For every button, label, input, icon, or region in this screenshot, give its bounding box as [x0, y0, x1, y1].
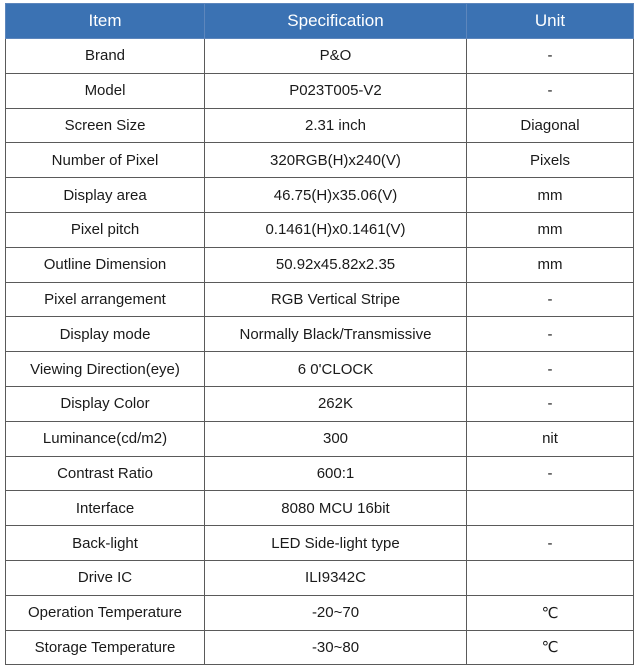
- table-row: [6, 630, 634, 665]
- cell-unit: -: [467, 39, 634, 74]
- cell-unit: Diagonal: [467, 108, 634, 143]
- cell-specification: 300: [205, 421, 467, 456]
- table-row: [6, 317, 634, 352]
- cell-unit: mm: [467, 247, 634, 282]
- cell-unit: -: [467, 352, 634, 387]
- cell-specification: 262K: [205, 386, 467, 421]
- cell-specification: 46.75(H)x35.06(V): [205, 178, 467, 213]
- table-row: [6, 143, 634, 178]
- cell-specification: Normally Black/Transmissive: [205, 317, 467, 352]
- cell-item: Luminance(cd/m2): [6, 421, 205, 456]
- cell-unit: mm: [467, 212, 634, 247]
- cell-specification: 0.1461(H)x0.1461(V): [205, 212, 467, 247]
- cell-specification: -20~70: [205, 595, 467, 630]
- table-row: [6, 560, 634, 595]
- cell-item: Screen Size: [6, 108, 205, 143]
- spec-table: [5, 3, 634, 665]
- cell-specification: P&O: [205, 39, 467, 74]
- cell-unit: [467, 491, 634, 526]
- cell-item: Display area: [6, 178, 205, 213]
- cell-specification: RGB Vertical Stripe: [205, 282, 467, 317]
- cell-unit: -: [467, 317, 634, 352]
- table-row: [6, 247, 634, 282]
- header-specification: Specification: [205, 4, 467, 39]
- table-row: [6, 212, 634, 247]
- cell-specification: 2.31 inch: [205, 108, 467, 143]
- header-unit: Unit: [467, 4, 634, 39]
- cell-specification: ILI9342C: [205, 560, 467, 595]
- cell-unit: ℃: [467, 595, 634, 630]
- table-row: [6, 595, 634, 630]
- cell-item: Viewing Direction(eye): [6, 352, 205, 387]
- cell-specification: LED Side-light type: [205, 526, 467, 561]
- cell-unit: ℃: [467, 630, 634, 665]
- cell-item: Pixel arrangement: [6, 282, 205, 317]
- cell-unit: -: [467, 386, 634, 421]
- cell-specification: 8080 MCU 16bit: [205, 491, 467, 526]
- cell-item: Number of Pixel: [6, 143, 205, 178]
- cell-unit: [467, 560, 634, 595]
- table-row: [6, 491, 634, 526]
- table-header: [6, 4, 634, 39]
- cell-unit: -: [467, 73, 634, 108]
- table-row: [6, 108, 634, 143]
- header-row: [6, 4, 634, 39]
- cell-item: Pixel pitch: [6, 212, 205, 247]
- cell-item: Brand: [6, 39, 205, 74]
- cell-item: Display Color: [6, 386, 205, 421]
- table-row: [6, 73, 634, 108]
- cell-item: Storage Temperature: [6, 630, 205, 665]
- table-row: [6, 282, 634, 317]
- table-row: [6, 456, 634, 491]
- cell-item: Interface: [6, 491, 205, 526]
- cell-specification: 50.92x45.82x2.35: [205, 247, 467, 282]
- table-row: [6, 386, 634, 421]
- cell-specification: 6 0'CLOCK: [205, 352, 467, 387]
- cell-item: Drive IC: [6, 560, 205, 595]
- cell-item: Operation Temperature: [6, 595, 205, 630]
- cell-unit: -: [467, 456, 634, 491]
- cell-specification: P023T005-V2: [205, 73, 467, 108]
- cell-unit: mm: [467, 178, 634, 213]
- cell-unit: nit: [467, 421, 634, 456]
- cell-item: Display mode: [6, 317, 205, 352]
- table-row: [6, 39, 634, 74]
- table-body: [6, 39, 634, 665]
- cell-specification: -30~80: [205, 630, 467, 665]
- table-row: [6, 421, 634, 456]
- cell-unit: Pixels: [467, 143, 634, 178]
- cell-specification: 320RGB(H)x240(V): [205, 143, 467, 178]
- table-row: [6, 526, 634, 561]
- table-row: [6, 178, 634, 213]
- table-row: [6, 352, 634, 387]
- cell-item: Outline Dimension: [6, 247, 205, 282]
- cell-unit: -: [467, 526, 634, 561]
- cell-unit: -: [467, 282, 634, 317]
- cell-item: Contrast Ratio: [6, 456, 205, 491]
- cell-item: Back-light: [6, 526, 205, 561]
- cell-specification: 600:1: [205, 456, 467, 491]
- header-item: Item: [6, 4, 205, 39]
- cell-item: Model: [6, 73, 205, 108]
